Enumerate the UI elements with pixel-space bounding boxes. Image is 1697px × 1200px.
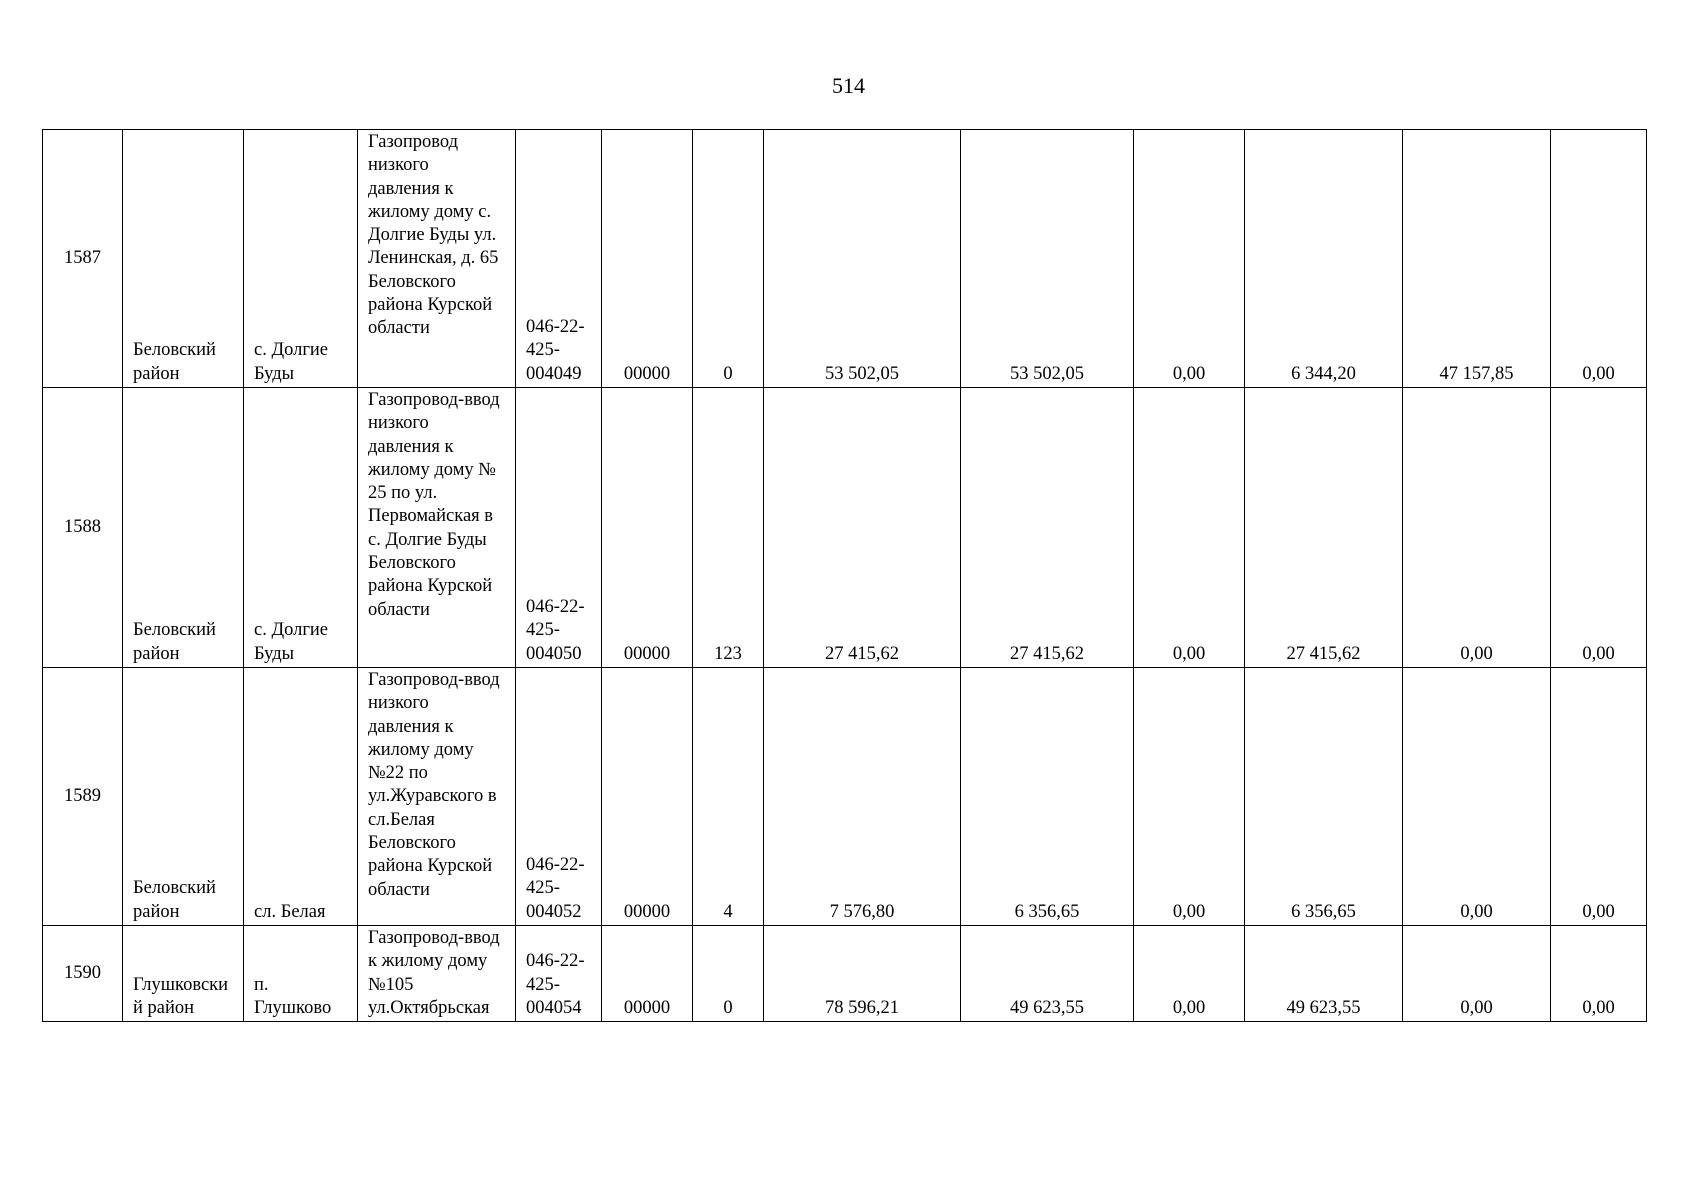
settlement-cell: с. Долгие Буды: [244, 388, 358, 668]
value3-cell: 0,00: [1134, 668, 1245, 926]
code2-cell: 00000: [602, 668, 693, 926]
value5-cell: 47 157,85: [1403, 130, 1551, 388]
value3-cell: 0,00: [1134, 388, 1245, 668]
value6-cell: 0,00: [1551, 130, 1647, 388]
settlement-cell: с. Долгие Буды: [244, 130, 358, 388]
description-text: Газопровод-ввод низкого давления к жилому дому №22 по ул.Журавского в сл.Белая Беловского района Курской области: [368, 670, 500, 900]
value1-cell: 78 596,21: [764, 926, 961, 1022]
district-cell: Беловский район: [123, 668, 244, 926]
settlement-cell: сл. Белая: [244, 668, 358, 926]
row-number-cell: 1590: [43, 926, 123, 1022]
value5-cell: 0,00: [1403, 668, 1551, 926]
table-row: [43, 668, 1647, 926]
value3-cell: 0,00: [1134, 926, 1245, 1022]
registry-table: [42, 129, 1647, 1022]
code2-cell: 00000: [602, 388, 693, 668]
value1-cell: 7 576,80: [764, 668, 961, 926]
district-cell: Глушковский район: [123, 926, 244, 1022]
code-cell: 046-22-425-004049: [516, 130, 602, 388]
quantity-cell: 4: [693, 668, 764, 926]
value3-cell: 0,00: [1134, 130, 1245, 388]
value1-cell: 53 502,05: [764, 130, 961, 388]
value6-cell: 0,00: [1551, 926, 1647, 1022]
description-text: Газопровод-ввод низкого давления к жилому дому № 25 по ул. Первомайская в с. Долгие Буды Беловского района Курской области: [368, 390, 500, 620]
row-number-cell: 1589: [43, 668, 123, 926]
value4-cell: 27 415,62: [1245, 388, 1403, 668]
description-cell: [358, 926, 516, 1022]
description-cell: [358, 130, 516, 388]
value4-cell: 6 344,20: [1245, 130, 1403, 388]
value4-cell: 49 623,55: [1245, 926, 1403, 1022]
value5-cell: 0,00: [1403, 926, 1551, 1022]
table-row: [43, 130, 1647, 388]
quantity-cell: 0: [693, 130, 764, 388]
value2-cell: 53 502,05: [961, 130, 1134, 388]
value6-cell: 0,00: [1551, 668, 1647, 926]
description-cell: [358, 668, 516, 926]
page-number: 514: [832, 73, 865, 98]
quantity-cell: 0: [693, 926, 764, 1022]
quantity-cell: 123: [693, 388, 764, 668]
district-cell: Беловский район: [123, 130, 244, 388]
value5-cell: 0,00: [1403, 388, 1551, 668]
code2-cell: 00000: [602, 926, 693, 1022]
description-text: Газопровод-ввод к жилому дому №105 ул.Октябрьская: [368, 928, 500, 1018]
code-cell: 046-22-425-004054: [516, 926, 602, 1022]
district-cell: Беловский район: [123, 388, 244, 668]
value6-cell: 0,00: [1551, 388, 1647, 668]
code2-cell: 00000: [602, 130, 693, 388]
value2-cell: 49 623,55: [961, 926, 1134, 1022]
table-row: [43, 926, 1647, 1022]
value2-cell: 6 356,65: [961, 668, 1134, 926]
table-row: [43, 388, 1647, 668]
description-cell: [358, 388, 516, 668]
settlement-cell: п. Глушково: [244, 926, 358, 1022]
row-number-cell: 1587: [43, 130, 123, 388]
description-text: Газопровод низкого давления к жилому дому с. Долгие Буды ул. Ленинская, д. 65 Беловского района Курской области: [368, 132, 499, 339]
value1-cell: 27 415,62: [764, 388, 961, 668]
value4-cell: 6 356,65: [1245, 668, 1403, 926]
code-cell: 046-22-425-004052: [516, 668, 602, 926]
row-number-cell: 1588: [43, 388, 123, 668]
code-cell: 046-22-425-004050: [516, 388, 602, 668]
value2-cell: 27 415,62: [961, 388, 1134, 668]
